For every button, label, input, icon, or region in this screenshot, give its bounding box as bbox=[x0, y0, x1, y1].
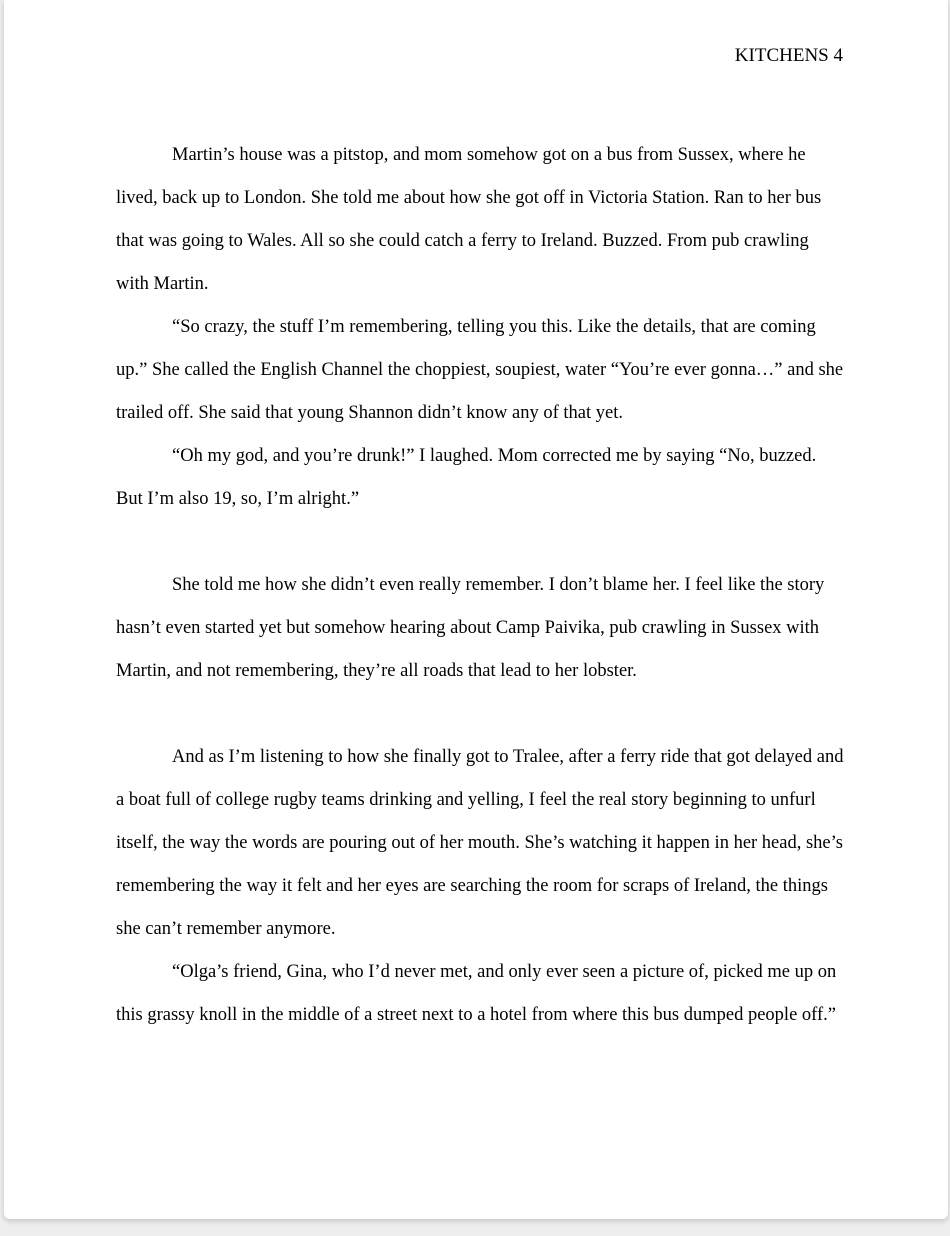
document-page bbox=[4, 0, 948, 1219]
paragraph: “Olga’s friend, Gina, who I’d never met, and only ever seen a picture of, picked me up on this grassy knoll in the middle of a street next to a hotel from where this bus dumped people off.” bbox=[116, 962, 837, 1025]
document-body bbox=[116, 134, 846, 1037]
paragraph: Martin’s house was a pitstop, and mom somehow got on a bus from Sussex, where he lived, back up to London. She told me about how she got off in Victoria Station. Ran to her bus that was going to Wales. All so she could catch a ferry to Ireland. Buzzed. From pub crawling with Martin. bbox=[116, 145, 822, 294]
paragraph: And as I’m listening to how she finally got to Tralee, after a ferry ride that got delayed and a boat full of college rugby teams drinking and yelling, I feel the real story beginning to unfurl itself, the way the words are pouring out of her mouth. She’s watching it happen in her head, she’s remembering the way it felt and her eyes are searching the room for scraps of Ireland, the things she can’t remember anymore. bbox=[116, 747, 844, 939]
running-header: KITCHENS 4 bbox=[734, 45, 843, 66]
paragraph: “Oh my god, and you’re drunk!” I laughed. Mom corrected me by saying “No, buzzed. But I’m also 19, so, I’m alright.” bbox=[116, 446, 817, 509]
paragraph: “So crazy, the stuff I’m remembering, telling you this. Like the details, that are coming up.” She called the English Channel the choppiest, soupiest, water “You’re ever gonna…” and she trailed off. She said that young Shannon didn’t know any of that yet. bbox=[116, 317, 844, 423]
paragraph: She told me how she didn’t even really remember. I don’t blame her. I feel like the story hasn’t even started yet but somehow hearing about Camp Paivika, pub crawling in Sussex with Martin, and not remembering, they’re all roads that lead to her lobster. bbox=[116, 575, 825, 681]
